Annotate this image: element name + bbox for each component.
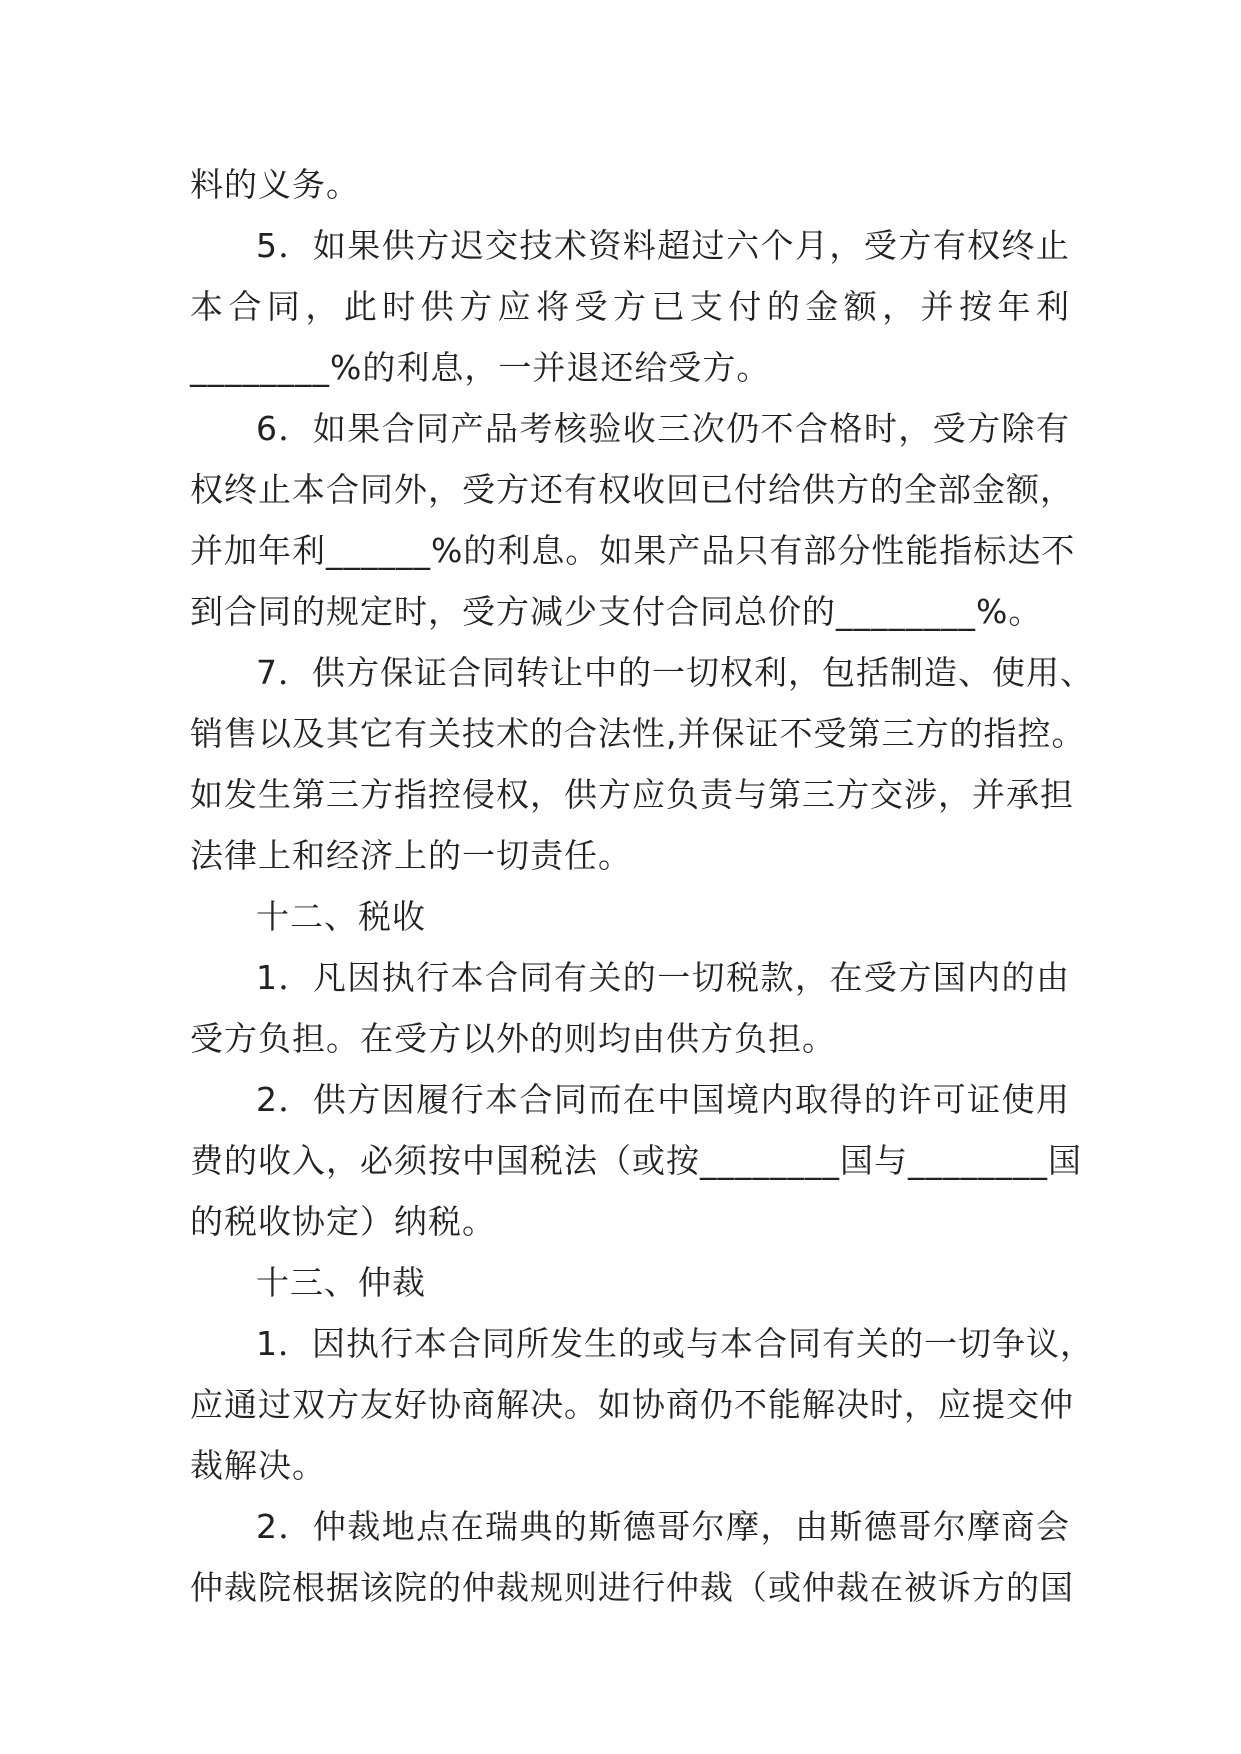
text-line: 6．如果合同产品考核验收三次仍不合格时，受方除有	[256, 409, 1070, 448]
text-line: 本合同，此时供方应将受方已支付的金额，并按年利	[190, 287, 1070, 326]
document-body	[190, 154, 1094, 1618]
text-line: 并加年利______%的利息。如果产品只有部分性能指标达不	[190, 531, 1076, 570]
text-line: 销售以及其它有关技术的合法性,并保证不受第三方的指控。	[190, 714, 1086, 753]
text-line: 2．仲裁地点在瑞典的斯德哥尔摩，由斯德哥尔摩商会	[256, 1507, 1070, 1546]
text-line: 十二、税收	[256, 897, 426, 936]
text-line: 受方负担。在受方以外的则均由供方负担。	[190, 1019, 836, 1058]
text-line: 7．供方保证合同转让中的一切权利，包括制造、使用、	[256, 653, 1094, 692]
text-line: 应通过双方友好协商解决。如协商仍不能解决时，应提交仲	[190, 1385, 1074, 1424]
text-line: 1．凡因执行本合同有关的一切税款，在受方国内的由	[256, 958, 1070, 997]
text-line: 1．因执行本合同所发生的或与本合同有关的一切争议，	[256, 1324, 1094, 1363]
text-line: ________%的利息，一并退还给受方。	[190, 348, 771, 387]
text-line: 到合同的规定时，受方减少支付合同总价的________%。	[190, 592, 1043, 631]
text-line: 的税收协定）纳税。	[190, 1202, 496, 1241]
text-line: 十三、仲裁	[256, 1263, 426, 1302]
text-line: 仲裁院根据该院的仲裁规则进行仲裁（或仲裁在被诉方的国	[190, 1568, 1074, 1607]
text-line: 2．供方因履行本合同而在中国境内取得的许可证使用	[256, 1080, 1070, 1119]
text-line: 如发生第三方指控侵权，供方应负责与第三方交涉，并承担	[190, 775, 1074, 814]
text-line: 裁解决。	[190, 1446, 326, 1485]
text-line: 5．如果供方迟交技术资料超过六个月，受方有权终止	[256, 226, 1070, 265]
text-line: 费的收入，必须按中国税法（或按________国与________国	[190, 1141, 1082, 1180]
text-line: 法律上和经济上的一切责任。	[190, 836, 632, 875]
text-line: 料的义务。	[190, 165, 360, 204]
text-line: 权终止本合同外，受方还有权收回已付给供方的全部金额，	[190, 470, 1074, 509]
